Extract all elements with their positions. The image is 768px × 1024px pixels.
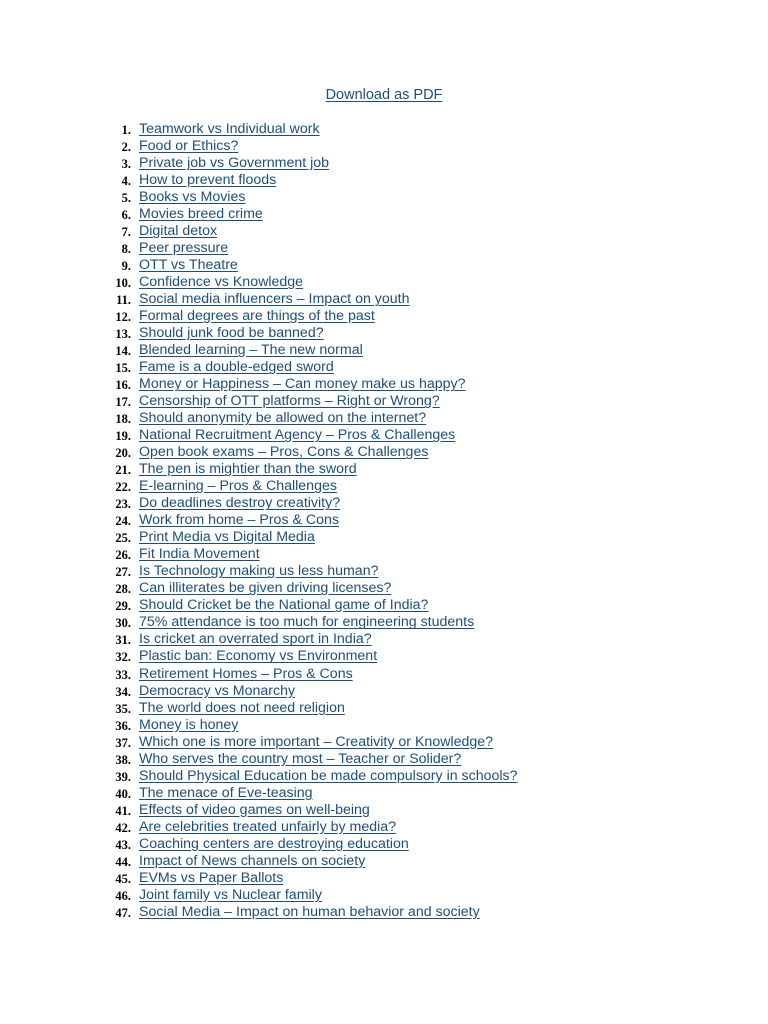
topic-link[interactable]: Can illiterates be given driving licenses? [139, 580, 392, 597]
topic-link[interactable]: Plastic ban: Economy vs Environment [139, 648, 378, 665]
topic-link[interactable]: E-learning – Pros & Challenges [139, 478, 337, 495]
topic-link[interactable]: Should anonymity be allowed on the internet? [139, 410, 427, 427]
topic-link[interactable]: OTT vs Theatre [139, 257, 238, 274]
topic-link[interactable]: Blended learning – The new normal [139, 342, 363, 359]
list-item-number: 20. [115, 446, 131, 461]
list-item-number: 33. [115, 667, 131, 682]
topic-link[interactable]: Movies breed crime [139, 206, 263, 223]
list-item-number: 35. [115, 701, 131, 716]
list-item-number: 43. [115, 837, 131, 852]
topic-link[interactable]: Social Media – Impact on human behavior and society [139, 903, 480, 920]
topic-link[interactable]: National Recruitment Agency – Pros & Challenges [139, 427, 456, 444]
topic-link[interactable]: Censorship of OTT platforms – Right or Wrong? [139, 393, 440, 410]
topic-link[interactable]: Formal degrees are things of the past [139, 308, 375, 325]
list-item-number: 32. [115, 650, 131, 665]
list-item-number: 26. [115, 548, 131, 563]
topic-link[interactable]: Print Media vs Digital Media [139, 529, 315, 546]
list-item-number: 16. [115, 378, 131, 393]
topic-link[interactable]: Peer pressure [139, 240, 229, 257]
list-item-number: 19. [115, 429, 131, 444]
topic-link[interactable]: The world does not need religion [139, 699, 345, 716]
topic-link[interactable]: Is Technology making us less human? [139, 563, 379, 580]
list-item-number: 37. [115, 735, 131, 750]
topic-link[interactable]: Work from home – Pros & Cons [139, 512, 340, 529]
list-item-number: 11. [116, 293, 131, 308]
topic-link[interactable]: Are celebrities treated unfairly by media? [139, 818, 397, 835]
list-item-number: 18. [115, 412, 131, 427]
topic-link[interactable]: Should junk food be banned? [139, 325, 324, 342]
list-item-number: 46. [115, 888, 131, 903]
topic-link[interactable]: Who serves the country most – Teacher or Solider? [139, 750, 462, 767]
list-item-number: 39. [115, 769, 131, 784]
list-item-number: 23. [115, 497, 131, 512]
topic-link[interactable]: The pen is mightier than the sword [139, 461, 357, 478]
list-item-number: 10. [115, 276, 131, 291]
topic-link[interactable]: Money is honey [139, 716, 239, 733]
topic-link[interactable]: EVMs vs Paper Ballots [139, 869, 284, 886]
list-item-number: 44. [115, 854, 131, 869]
topic-link[interactable]: Fit India Movement [139, 546, 260, 563]
topic-link[interactable]: Do deadlines destroy creativity? [139, 495, 341, 512]
list-item-number: 1. [121, 123, 131, 137]
topic-link[interactable]: Money or Happiness – Can money make us happy? [139, 376, 466, 393]
list-item-number: 12. [115, 310, 131, 325]
list-item-number: 29. [115, 599, 131, 614]
list-item-number: 2. [121, 140, 131, 155]
list-item-number: 17. [115, 395, 131, 410]
topic-link[interactable]: Should Cricket be the National game of India? [139, 597, 429, 614]
list-item-number: 34. [115, 684, 131, 699]
topic-link[interactable]: Digital detox [139, 223, 218, 240]
topic-link[interactable]: Fame is a double-edged sword [139, 359, 334, 376]
list-item-number: 9. [121, 259, 131, 274]
topic-link[interactable]: Private job vs Government job [139, 155, 330, 172]
list-item-number: 36. [115, 718, 131, 733]
topic-link[interactable]: Should Physical Education be made compulsory in schools? [139, 767, 518, 784]
download-pdf-link[interactable]: Download as PDF [325, 87, 443, 103]
topic-link[interactable]: Social media influencers – Impact on youth [139, 291, 410, 308]
topic-link[interactable]: How to prevent floods [139, 172, 277, 189]
topic-link[interactable]: Impact of News channels on society [139, 852, 366, 869]
list-item-number: 6. [121, 208, 131, 223]
list-item-number: 28. [115, 582, 131, 597]
topic-link[interactable]: Joint family vs Nuclear family [139, 886, 322, 903]
list-item-number: 13. [115, 327, 131, 342]
list-item-number: 7. [121, 225, 131, 240]
list-item-number: 8. [121, 242, 131, 257]
list-item-number: 41. [115, 803, 131, 818]
list-item-number: 5. [121, 191, 131, 206]
topic-link[interactable]: Food or Ethics? [139, 138, 239, 155]
list-item-number: 30. [115, 616, 131, 631]
list-item-number: 47. [115, 905, 131, 920]
topic-link[interactable]: Democracy vs Monarchy [139, 682, 296, 699]
topic-link[interactable]: Teamwork vs Individual work [139, 121, 320, 137]
list-item-number: 25. [115, 531, 131, 546]
list-item-number: 27. [115, 565, 131, 580]
topic-link[interactable]: Books vs Movies [139, 189, 246, 206]
topic-link[interactable]: Open book exams – Pros, Cons & Challenges [139, 444, 429, 461]
list-item-number: 31. [115, 633, 131, 648]
list-item-number: 24. [115, 514, 131, 529]
list-item-number: 38. [115, 752, 131, 767]
topic-link[interactable]: Effects of video games on well-being [139, 801, 370, 818]
topic-link[interactable]: Confidence vs Knowledge [139, 274, 304, 291]
topic-link[interactable]: Is cricket an overrated sport in India? [139, 631, 372, 648]
topic-link[interactable]: Which one is more important – Creativity or Knowledge? [139, 733, 494, 750]
list-item-number: 22. [115, 480, 131, 495]
list-item-number: 45. [115, 871, 131, 886]
topic-link[interactable]: 75% attendance is too much for engineering students [139, 614, 475, 631]
list-item-number: 4. [121, 174, 131, 189]
list-item-number: 40. [115, 786, 131, 801]
list-item-number: 14. [115, 344, 131, 359]
list-item-number: 3. [121, 157, 131, 172]
topic-link[interactable]: Coaching centers are destroying education [139, 835, 409, 852]
topic-link[interactable]: Retirement Homes – Pros & Cons [139, 665, 353, 682]
list-item-number: 15. [115, 361, 131, 376]
topic-link[interactable]: The menace of Eve-teasing [139, 784, 313, 801]
list-item-number: 21. [115, 463, 131, 478]
list-item-number: 42. [115, 820, 131, 835]
